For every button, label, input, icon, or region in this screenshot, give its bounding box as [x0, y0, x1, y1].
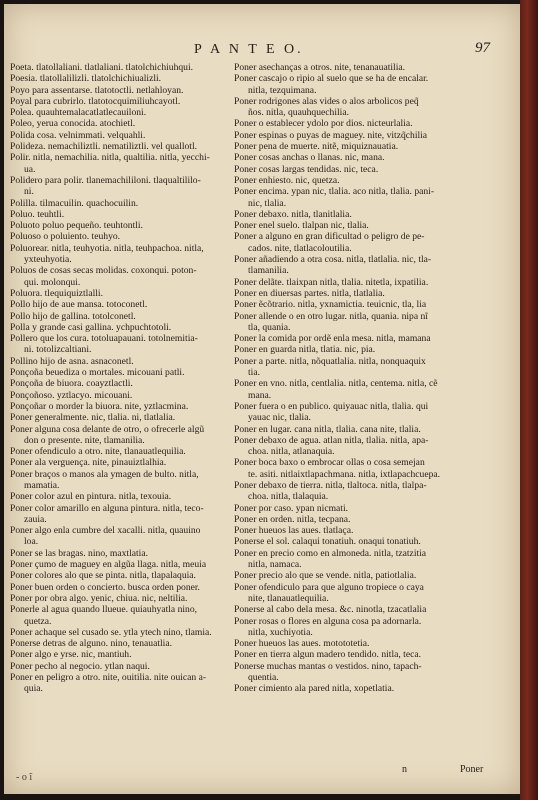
dictionary-entry-line: Ponerse el sol. calaqui tonatiuh. onaqui tonatiuh. [234, 536, 421, 548]
dictionary-entry-line: Poner color amarillo en alguna pintura. nitla, teco- [10, 502, 204, 514]
book-page [4, 4, 520, 794]
dictionary-entry-line: ños. nitla, quauhquechilia. [248, 107, 349, 119]
dictionary-entry-line: Poner cascajo o ripio al suelo que se ha de encalar. [234, 73, 429, 85]
dictionary-entry-line: Poner cosas anchas o llanas. nic, mana. [234, 152, 385, 164]
dictionary-entry-line: Poner buen orden o concierto. busca orden poner. [10, 581, 200, 593]
dictionary-entry-line: mana. [248, 389, 272, 401]
dictionary-entry-line: Poner en vno. nitla, centlalia. nitla, centema. nitla, cẽ [234, 378, 438, 390]
dictionary-entry-line: Polea. quauhtemalacatlatlecauiloni. [10, 107, 147, 119]
dictionary-entry-line: yauac nic, tlalia. [248, 412, 311, 424]
dictionary-entry-line: Poner debaxo de agua. atlan nitla, tlalia. nitla, apa- [234, 434, 429, 446]
signature-mark: n [402, 764, 407, 775]
dictionary-entry-line: Poner precio alo que se vende. nitla, patiotlalia. [234, 570, 417, 582]
dictionary-entry-line: Poner en tierra algun madero tendido. nitla, teca. [234, 649, 422, 661]
catchword: Poner [460, 764, 484, 775]
dictionary-entry-line: Poner generalmente. nic, tlalia. ni, tlatlalia. [10, 412, 176, 424]
dictionary-entry-line: Poner por obra algo. yenic, chiua. nic, neltilia. [10, 592, 188, 604]
dictionary-entry-line: qui. molonqui. [24, 276, 81, 288]
dictionary-entry-line: Ponçoñar o morder la biuora. nite, yztlacmina. [10, 400, 189, 412]
dictionary-entry-line: Poner braços o manos ala ymagen de bulto. nitla, [10, 468, 199, 480]
dictionary-entry-line: Poluora. tlequiquiztlalli. [10, 287, 103, 299]
dictionary-entry-line: ni. [24, 186, 34, 198]
page-header [4, 42, 520, 62]
dictionary-entry-line: Poner en lugar. cana nitla, tlalia. cana nite, tlalia. [234, 423, 421, 435]
dictionary-entry-line: yxteuhyotia. [24, 254, 72, 266]
dictionary-entry-line: nite, tlanauatlequilia. [248, 592, 329, 604]
dictionary-entry-line: Poner algo e yrse. nic, mantiuh. [10, 649, 132, 661]
dictionary-entry-line: Ponçoña beuediza o mortales. micouani patli. [10, 367, 185, 379]
dictionary-entry-line: Ponerse detras de alguno. nino, tenauatlia. [10, 638, 172, 650]
dictionary-entry-line: Poner se las bragas. nino, maxtlatia. [10, 547, 149, 559]
dictionary-entry-line: Pollo hijo de aue mansa. totoconetl. [10, 299, 148, 311]
dictionary-entry-line: Pollero que los cura. totoluapauani. totolnemitia- [10, 333, 198, 345]
dictionary-entry-line: Pollo hijo de gallina. totolconetl. [10, 310, 136, 322]
dictionary-entry-line: Poyal para cubrirlo. tlatotocquimiliuhcayotl. [10, 95, 181, 107]
dictionary-entry-line: Poner achaque sel cusado se. ytla ytech nino, tlamia. [10, 626, 212, 638]
dictionary-entry-line: ni. totolizcaltiani. [24, 344, 92, 356]
dictionary-entry-line: Polilla. tilmacuilin. quachocuilin. [10, 197, 139, 209]
dictionary-entry-line: Ponçoña de biuora. coayztlactli. [10, 378, 133, 390]
dictionary-entry-line: Poner debaxo. nitla, tlanitlalia. [234, 208, 352, 220]
dictionary-entry-line: Poner o establecer ydolo por dios. nicteurlalia. [234, 118, 413, 130]
left-column [10, 62, 232, 695]
signature-mark-left: - o ĩ [16, 772, 33, 783]
dictionary-entry-line: Poluo. teuhtli. [10, 208, 65, 220]
dictionary-entry-line: tlamanilia. [248, 265, 289, 277]
dictionary-entry-line: Poner espinas o puyas de maguey. nite, vitzq̃chilia [234, 129, 428, 141]
dictionary-entry-line: don o presente. nite, tlamanilia. [24, 434, 145, 446]
dictionary-entry-line: quentia. [248, 672, 279, 684]
dictionary-entry-line: Poner pecho al negocio. ytlan naqui. [10, 660, 150, 672]
dictionary-entry-line: Poner delãte. tlaixpan nitla, tlalia. nitetla, ixpatilia. [234, 276, 429, 288]
dictionary-entry-line: Poleo, yerua conocida. atochietl. [10, 118, 136, 130]
book-binding-edge [520, 0, 538, 800]
dictionary-entry-line: Poner rodrigones alas vides o alos arbolicos peq̃ [234, 95, 419, 107]
dictionary-entry-line: quetza. [24, 615, 52, 627]
dictionary-entry-line: Poner cosas largas tendidas. nic, teca. [234, 163, 379, 175]
page-footer [4, 764, 520, 784]
dictionary-entry-line: mamatia. [24, 479, 60, 491]
dictionary-entry-line: te. asiti. nitlaixtlapachmana. nitla, ixtlapachcuepa. [248, 468, 441, 480]
dictionary-entry-line: Poner debaxo de tierra. nitla, tlaltoca. nitla, tlalpa- [234, 479, 427, 491]
dictionary-entry-line: Poner a parte. nitla, nõquatlalia. nitla, nonquaquix [234, 355, 426, 367]
dictionary-entry-line: tia. [248, 367, 260, 379]
dictionary-entry-line: Polida cosa. velnimmati. velquahli. [10, 129, 146, 141]
dictionary-entry-line: Poner enhiesto. nic, quetza. [234, 174, 340, 186]
dictionary-entry-line: choa. nitla, tlalaquia. [248, 491, 329, 503]
dictionary-entry-line: nitla, xuchiyotia. [248, 626, 313, 638]
dictionary-entry-line: Poesia. tlatollalilizli. tlatolchichiualizli. [10, 73, 162, 85]
dictionary-entry-line: nic, tlalia. [248, 197, 287, 209]
dictionary-entry-line: Poner en peligro a otro. nite, ouitilia. nite ouican a- [10, 672, 207, 684]
dictionary-entry-line: Poner alguna cosa delante de otro, o ofrecerle algũ [10, 423, 205, 435]
dictionary-entry-line: zauia. [24, 513, 47, 525]
dictionary-entry-line: Poluoto poluo pequeño. teuhtontli. [10, 220, 143, 232]
dictionary-entry-line: Poner boca baxo o embrocar ollas o cosa semejan [234, 457, 425, 469]
dictionary-entry-line: Poner por caso. ypan nicmati. [234, 502, 349, 514]
dictionary-entry-line: Poner asechanças a otros. nite, tenanauatilia. [234, 62, 406, 73]
dictionary-entry-line: ua. [24, 163, 36, 175]
dictionary-entry-line: Poner hueuos las aues. motototetia. [234, 638, 370, 650]
dictionary-entry-line: Poyo para assentarse. tlatotoctli. netlahloyan. [10, 84, 184, 96]
dictionary-entry-line: Poner color azul en pintura. nitla, texouia. [10, 491, 172, 503]
dictionary-entry-line: Poner ofendiculo para que alguno tropiece o caya [234, 581, 424, 593]
dictionary-entry-line: Poner la comida por ordẽ enla mesa. nitla, mamana [234, 333, 431, 345]
dictionary-entry-line: Polideza. nemachiliztli. nematiliztli. vel quallotl. [10, 141, 198, 153]
dictionary-entry-line: Poner ẽcõtrario. nitla, yxnamictia. teuicnic, tla, lia [234, 299, 427, 311]
dictionary-entry-line: Poluoso o poluiento. teuhyo. [10, 231, 121, 243]
dictionary-entry-line: Polidero para polir. tlanemachililoni. tlaqualtililo- [10, 174, 201, 186]
dictionary-entry-line: tla, quania. [248, 321, 291, 333]
right-column [234, 62, 452, 695]
dictionary-entry-line: quia. [24, 683, 43, 695]
dictionary-entry-line: Poner çumo de maguey en algũa llaga. nitla, meuia [10, 559, 207, 571]
dictionary-entry-line: Poner algo enla cumbre del xacalli. nitla, quauino [10, 525, 201, 537]
dictionary-entry-line: Poner colores alo que se pinta. nitla, tlapalaquia. [10, 570, 196, 582]
dictionary-entry-line: cados. nite, tlatlacoloutilia. [248, 242, 352, 254]
dictionary-entry-line: Poeta. tlatollaliani. tlatlaliani. tlatolchichiuhqui. [10, 62, 194, 73]
folio-number: 97 [475, 40, 490, 56]
dictionary-entry-line: Poner pena de muerte. nitẽ, miquiznauatia. [234, 141, 399, 153]
dictionary-entry-line: Poner encima. ypan nic, tlalia. aco nitla, tlalia. pani- [234, 186, 435, 198]
dictionary-entry-line: Poner fuera o en publico. quiyauac nitla, tlalia. qui [234, 400, 429, 412]
dictionary-entry-line: Pollino hijo de asna. asnaconetl. [10, 355, 134, 367]
dictionary-entry-line: Ponerle al agua quando llueue. quiauhyatla nino, [10, 604, 198, 616]
dictionary-entry-line: Ponçoñoso. yztlacyo. micouani. [10, 389, 133, 401]
dictionary-entry-line: Polir. nitla, nemachilia. nitla, qualtilia. nitla, yecchi- [10, 152, 210, 164]
dictionary-entry-line: nitla, namaca. [248, 559, 302, 571]
dictionary-entry-line: Poner en diuersas partes. nitla, tlatlalia. [234, 287, 385, 299]
dictionary-entry-line: Poner en precio como en almoneda. nitla, tzatzitia [234, 547, 427, 559]
dictionary-entry-line: Ponerse muchas mantas o vestidos. nino, tapach- [234, 660, 422, 672]
dictionary-entry-line: Poner allende o en otro lugar. nitla, quania. nipa nĩ [234, 310, 428, 322]
dictionary-entry-line: Poluos de cosas secas molidas. coxonqui. poton- [10, 265, 197, 277]
dictionary-entry-line: Poner en guarda nitla, tlatia. nic, pia. [234, 344, 376, 356]
dictionary-entry-line: Poluorear. nitla, teuhyotia. nitla, teuhpachoa. nitla, [10, 242, 204, 254]
running-title: P A N T E O. [194, 42, 304, 57]
dictionary-entry-line: Poner a alguno en gran dificultad o peligro de pe- [234, 231, 425, 243]
dictionary-entry-line: Poner cimiento ala pared nitla, xopetlatia. [234, 683, 395, 695]
dictionary-entry-line: Poner enel suelo. tlalpan nic, tlalia. [234, 220, 369, 232]
dictionary-entry-line: Poner ofendiculo a otro. nite, tlanauatlequilia. [10, 446, 186, 458]
dictionary-entry-line: choa. nitla, atlanaquia. [248, 446, 335, 458]
dictionary-entry-line: Ponerse al cabo dela mesa. &c. ninotla, tzacatlalia [234, 604, 427, 616]
dictionary-entry-line: Poner en orden. nitla, tecpana. [234, 513, 351, 525]
dictionary-entry-line: Poner añadiendo a otra cosa. nitla, tlatlalia. nic, tla- [234, 254, 432, 266]
dictionary-entry-line: Polla y grande casi gallina. ychpuchtotoli. [10, 321, 172, 333]
dictionary-entry-line: Poner hueuos las aues. tlatlaça. [234, 525, 354, 537]
dictionary-entry-line: Poner ala verguença. nite, pinauiztlalhia. [10, 457, 167, 469]
dictionary-entry-line: loa. [24, 536, 39, 548]
dictionary-entry-line: nitla, tezquimana. [248, 84, 317, 96]
dictionary-entry-line: Poner rosas o flores en alguna cosa pa adornarla. [234, 615, 422, 627]
